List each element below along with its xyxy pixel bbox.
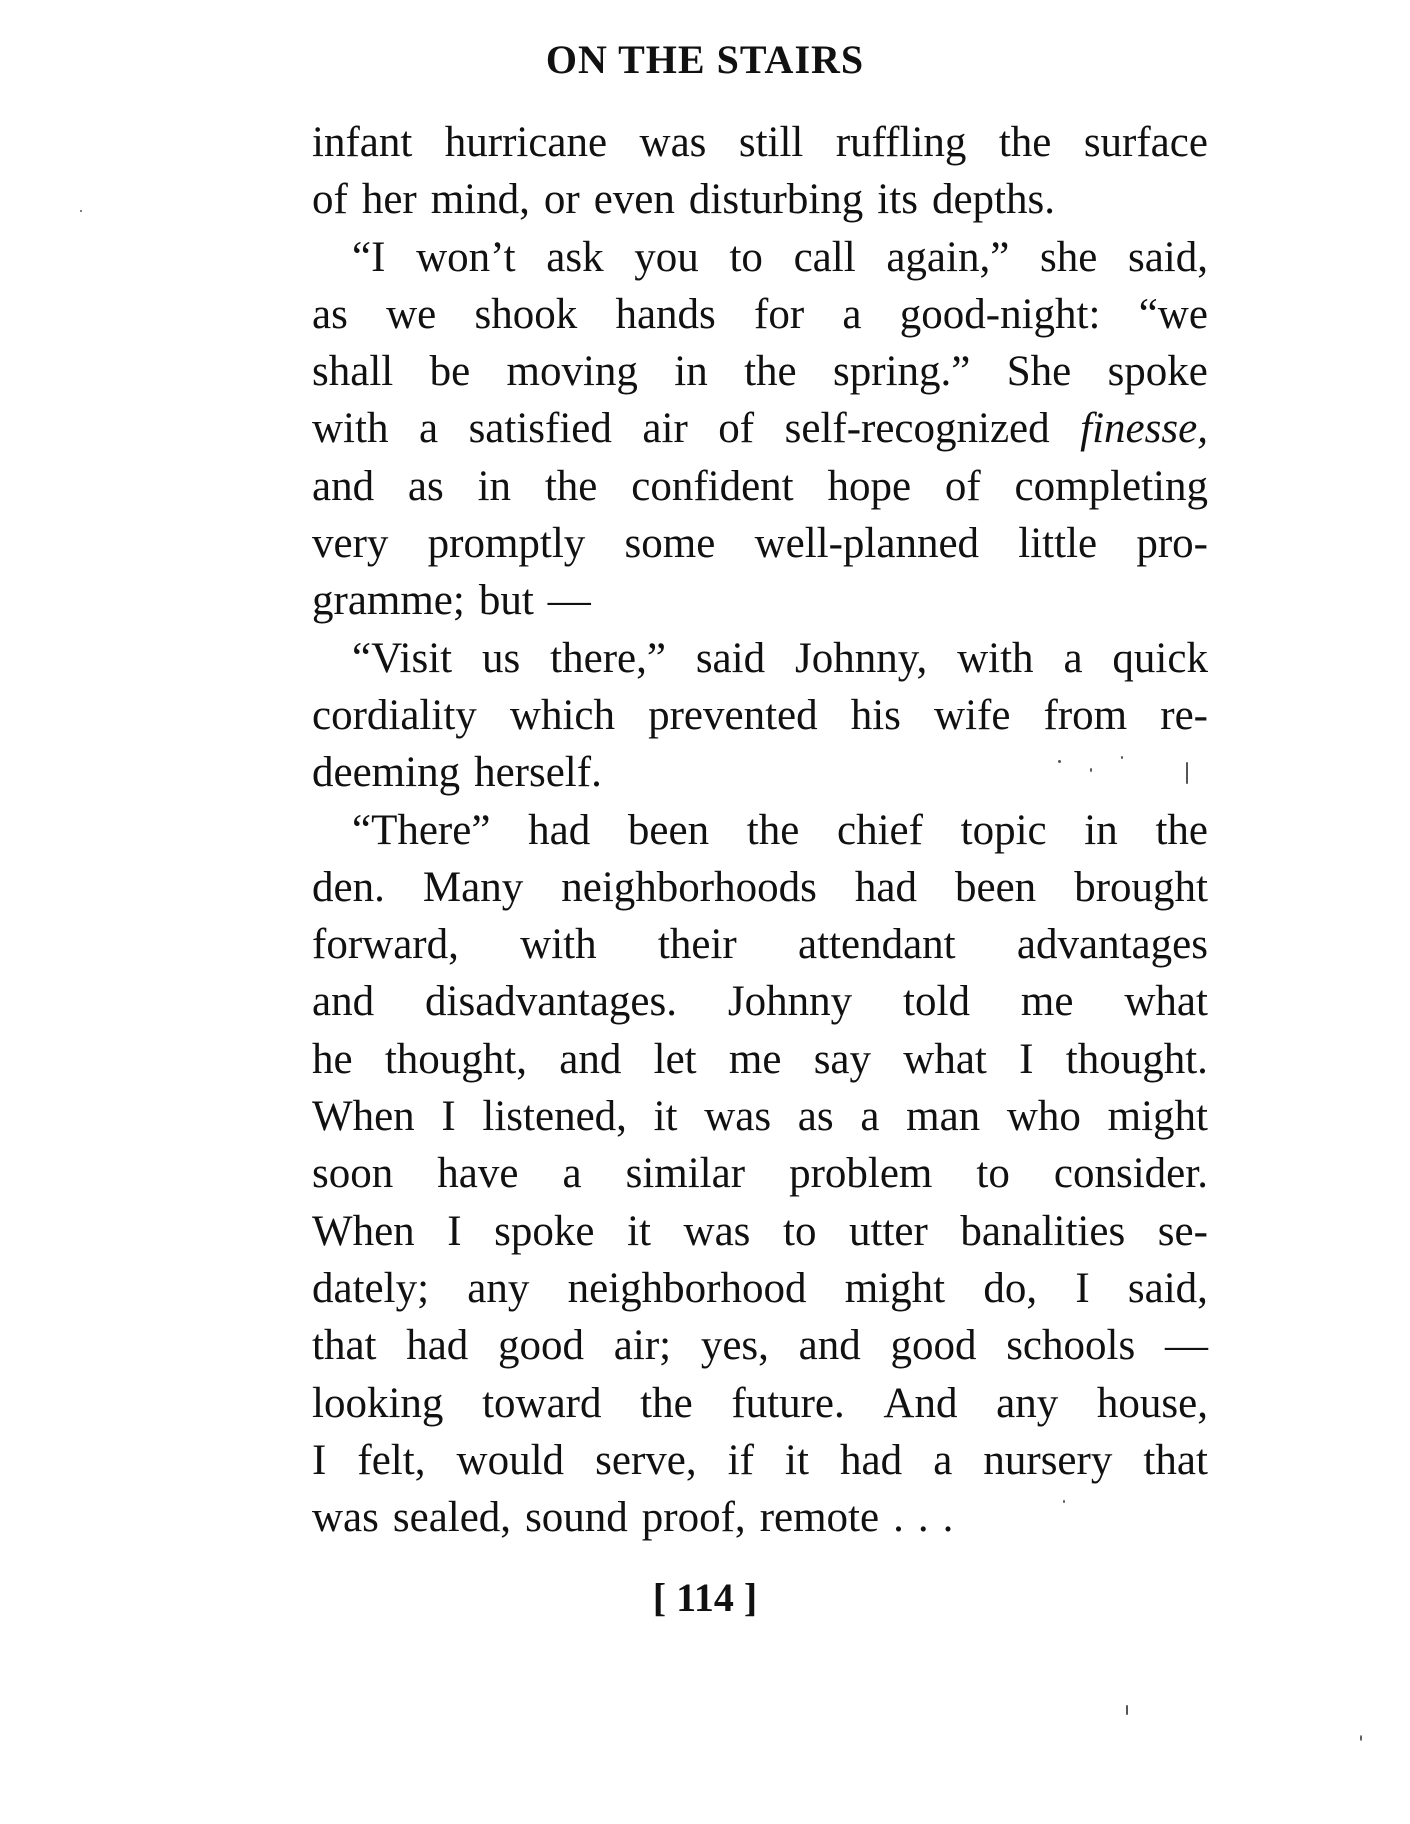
word: I xyxy=(1019,1035,1034,1083)
word: “I xyxy=(352,233,386,281)
word: man xyxy=(906,1093,981,1141)
word: toward xyxy=(482,1379,602,1427)
word: neighborhoods xyxy=(561,863,817,911)
word: surface xyxy=(1083,119,1208,166)
word: and xyxy=(798,1322,861,1370)
word: infant xyxy=(312,119,413,166)
word: very xyxy=(312,520,389,568)
text-line xyxy=(312,1432,1208,1489)
word: of xyxy=(944,462,981,510)
word: we xyxy=(386,290,437,338)
scan-speck xyxy=(1063,1500,1065,1503)
word: a xyxy=(562,1150,582,1198)
word: shall xyxy=(312,348,394,396)
text-line xyxy=(312,802,1208,859)
word: felt, xyxy=(357,1436,426,1484)
word: schools xyxy=(1006,1322,1136,1370)
text-line xyxy=(312,458,1208,515)
word: . xyxy=(893,1494,904,1542)
word: for xyxy=(754,290,805,338)
word: — xyxy=(1164,1322,1208,1370)
word: it xyxy=(627,1207,651,1255)
word: the xyxy=(998,119,1052,166)
word: me xyxy=(1020,978,1074,1026)
word: completing xyxy=(1014,462,1208,510)
word: he xyxy=(312,1035,353,1083)
word: as xyxy=(407,462,444,510)
scan-speck xyxy=(1126,1705,1128,1715)
word: proof, xyxy=(641,1494,746,1542)
word: moving xyxy=(506,348,638,396)
word: consider. xyxy=(1053,1150,1208,1198)
word: herself. xyxy=(474,749,602,797)
word: self-recognized xyxy=(784,405,1050,453)
text-line xyxy=(312,1489,1208,1546)
word: brought xyxy=(1074,863,1208,911)
word: said, xyxy=(1127,1264,1208,1312)
word: there,” xyxy=(550,634,666,682)
word: was xyxy=(639,119,707,166)
text-line xyxy=(312,1088,1208,1145)
word: depths. xyxy=(931,176,1055,224)
text-line xyxy=(312,572,1208,629)
word: that xyxy=(312,1322,377,1370)
word: as xyxy=(312,290,348,338)
word: promptly xyxy=(427,520,586,568)
word: Johnny, xyxy=(795,634,928,682)
text-line xyxy=(312,630,1208,687)
word: was xyxy=(704,1093,772,1141)
word: serve, xyxy=(595,1436,697,1484)
word: thought. xyxy=(1065,1035,1208,1083)
word: confident xyxy=(631,462,794,510)
word: the xyxy=(744,348,797,396)
word: of xyxy=(718,405,755,453)
word: told xyxy=(903,978,970,1026)
scan-speck xyxy=(1090,768,1092,772)
word: nursery xyxy=(983,1436,1113,1484)
text-line xyxy=(312,916,1208,973)
word: utter xyxy=(849,1207,928,1255)
word: satisfied xyxy=(468,405,612,453)
word: house, xyxy=(1096,1379,1208,1427)
word: se- xyxy=(1157,1207,1208,1255)
word: hope xyxy=(827,462,912,510)
word: a xyxy=(933,1436,953,1484)
word: “There” xyxy=(352,806,491,854)
word: me xyxy=(728,1035,782,1083)
word: which xyxy=(509,691,615,739)
word: the xyxy=(1155,806,1208,854)
word: a xyxy=(860,1093,880,1141)
word: good-night: xyxy=(899,290,1101,338)
scan-speck xyxy=(1058,760,1061,763)
word: re- xyxy=(1160,691,1208,739)
word: I xyxy=(1075,1264,1090,1312)
word: sealed, xyxy=(392,1494,512,1542)
word: the xyxy=(544,462,598,510)
word: with xyxy=(312,405,389,453)
word: remote xyxy=(759,1494,880,1542)
text-line xyxy=(312,1317,1208,1374)
word: their xyxy=(657,921,737,969)
word: gramme; xyxy=(312,577,465,625)
word: looking xyxy=(312,1379,444,1427)
word: that xyxy=(1143,1436,1208,1484)
word: won’t xyxy=(416,233,516,281)
word: in xyxy=(674,348,708,396)
word: but xyxy=(478,577,534,625)
word: chief xyxy=(837,806,923,854)
word: and xyxy=(312,462,375,510)
word: air xyxy=(642,405,688,453)
word: and xyxy=(312,978,375,1026)
word: even xyxy=(593,176,675,224)
word: I xyxy=(312,1436,327,1484)
word: to xyxy=(729,233,763,281)
word: neighborhood xyxy=(567,1264,807,1312)
word: problem xyxy=(789,1150,933,1198)
word: wife xyxy=(934,691,1011,739)
word: from xyxy=(1043,691,1128,739)
word: some xyxy=(624,520,716,568)
word: . xyxy=(917,1494,929,1542)
word: the xyxy=(746,806,800,854)
word: and xyxy=(559,1035,622,1083)
word: do, xyxy=(983,1264,1038,1312)
word: soon xyxy=(312,1150,394,1198)
word: it xyxy=(653,1093,678,1141)
word: its xyxy=(877,176,918,224)
word: any xyxy=(996,1379,1059,1427)
text-line xyxy=(312,687,1208,744)
text-line xyxy=(312,1260,1208,1317)
word: forward, xyxy=(312,921,459,969)
word: had xyxy=(840,1436,903,1484)
text-line xyxy=(312,171,1208,228)
word: little xyxy=(1018,520,1098,568)
word: thought, xyxy=(384,1035,528,1083)
word: said xyxy=(695,634,766,682)
word: deeming xyxy=(312,749,461,797)
text-line xyxy=(312,343,1208,400)
word: the xyxy=(640,1379,693,1427)
scan-speck xyxy=(1360,1735,1362,1741)
scan-speck xyxy=(1121,756,1123,759)
word: good xyxy=(890,1322,977,1370)
word: den. xyxy=(312,863,385,911)
text-line xyxy=(312,114,1208,171)
word: attendant xyxy=(798,921,956,969)
word: spring.” xyxy=(833,348,971,396)
word: had xyxy=(406,1322,469,1370)
word: When xyxy=(312,1093,415,1141)
word: if xyxy=(727,1436,754,1484)
word: her xyxy=(361,176,417,224)
word: his xyxy=(850,691,901,739)
word: shook xyxy=(474,290,578,338)
word: disadvantages. xyxy=(425,978,677,1026)
word: a xyxy=(418,405,439,453)
text-line xyxy=(312,973,1208,1030)
word: of xyxy=(312,176,348,224)
word: again,” xyxy=(886,233,1010,281)
word: might xyxy=(1107,1093,1208,1141)
text-line xyxy=(312,744,1208,801)
word: any xyxy=(467,1264,530,1312)
word: you xyxy=(634,233,699,281)
word: said, xyxy=(1127,233,1208,281)
running-head: ON THE STAIRS xyxy=(545,37,865,82)
word: it xyxy=(785,1436,809,1484)
word: been xyxy=(627,806,710,854)
word: was xyxy=(683,1207,751,1255)
word: air; xyxy=(613,1322,672,1370)
word: disturbing xyxy=(688,176,864,224)
word: pro- xyxy=(1136,520,1208,568)
scan-speck xyxy=(80,210,82,212)
word: be xyxy=(429,348,471,396)
word: with xyxy=(957,634,1034,682)
word: call xyxy=(793,233,856,281)
word: say xyxy=(813,1035,872,1083)
word: ask xyxy=(546,233,604,281)
word: spoke xyxy=(1107,348,1208,396)
word: spoke xyxy=(494,1207,595,1255)
word: she xyxy=(1039,233,1098,281)
word: with xyxy=(520,921,597,969)
word: had xyxy=(854,863,917,911)
word: what xyxy=(903,1035,987,1083)
word: ruffling xyxy=(835,119,967,166)
text-line xyxy=(312,1145,1208,1202)
text-line xyxy=(312,515,1208,572)
word: prevented xyxy=(648,691,818,739)
word: what xyxy=(1124,978,1208,1026)
word: well-planned xyxy=(754,520,980,568)
word: sound xyxy=(525,1494,628,1542)
word: let xyxy=(653,1035,697,1083)
text-line xyxy=(312,286,1208,343)
word: I xyxy=(441,1093,456,1141)
word: yes, xyxy=(700,1322,769,1370)
word: us xyxy=(482,634,521,682)
text-line xyxy=(312,229,1208,286)
word: good xyxy=(498,1322,585,1370)
word: might xyxy=(844,1264,946,1312)
word: When xyxy=(312,1207,415,1255)
word: Many xyxy=(422,863,524,911)
scan-speck xyxy=(1186,762,1188,784)
word: . xyxy=(942,1494,954,1542)
word: had xyxy=(528,806,591,854)
word: mind, xyxy=(430,176,530,224)
word: banalities xyxy=(960,1207,1126,1255)
word: I xyxy=(447,1207,462,1255)
word: would xyxy=(456,1436,565,1484)
text-line xyxy=(312,859,1208,916)
word: dately; xyxy=(312,1264,430,1312)
text-line xyxy=(312,1375,1208,1432)
word: Johnny xyxy=(727,978,853,1026)
word: listened, xyxy=(482,1093,627,1141)
word: cordiality xyxy=(312,691,477,739)
page-number: [ 114 ] xyxy=(652,1575,758,1620)
text-line xyxy=(312,1031,1208,1088)
word: topic xyxy=(960,806,1047,854)
word: in xyxy=(477,462,512,510)
word: “Visit xyxy=(352,634,453,682)
word: hands xyxy=(615,290,716,338)
word: And xyxy=(883,1379,958,1427)
body-text xyxy=(312,114,1208,1546)
word: a xyxy=(1063,634,1083,682)
word: to xyxy=(976,1150,1010,1198)
word: in xyxy=(1084,806,1118,854)
word: have xyxy=(437,1150,519,1198)
word: — xyxy=(547,577,591,625)
word: She xyxy=(1006,348,1072,396)
text-line xyxy=(312,400,1208,457)
word: still xyxy=(738,119,804,166)
word: future. xyxy=(731,1379,845,1427)
word: a xyxy=(842,290,862,338)
word: hurricane xyxy=(444,119,608,166)
word: was xyxy=(312,1494,379,1542)
word: as xyxy=(797,1093,834,1141)
word: finesse, xyxy=(1080,405,1208,453)
word: or xyxy=(543,176,580,224)
word: who xyxy=(1006,1093,1081,1141)
word: advantages xyxy=(1016,921,1208,969)
text-line xyxy=(312,1203,1208,1260)
word: similar xyxy=(625,1150,746,1198)
word: been xyxy=(954,863,1037,911)
word: to xyxy=(783,1207,817,1255)
word: “we xyxy=(1138,290,1208,338)
word: quick xyxy=(1112,634,1208,682)
